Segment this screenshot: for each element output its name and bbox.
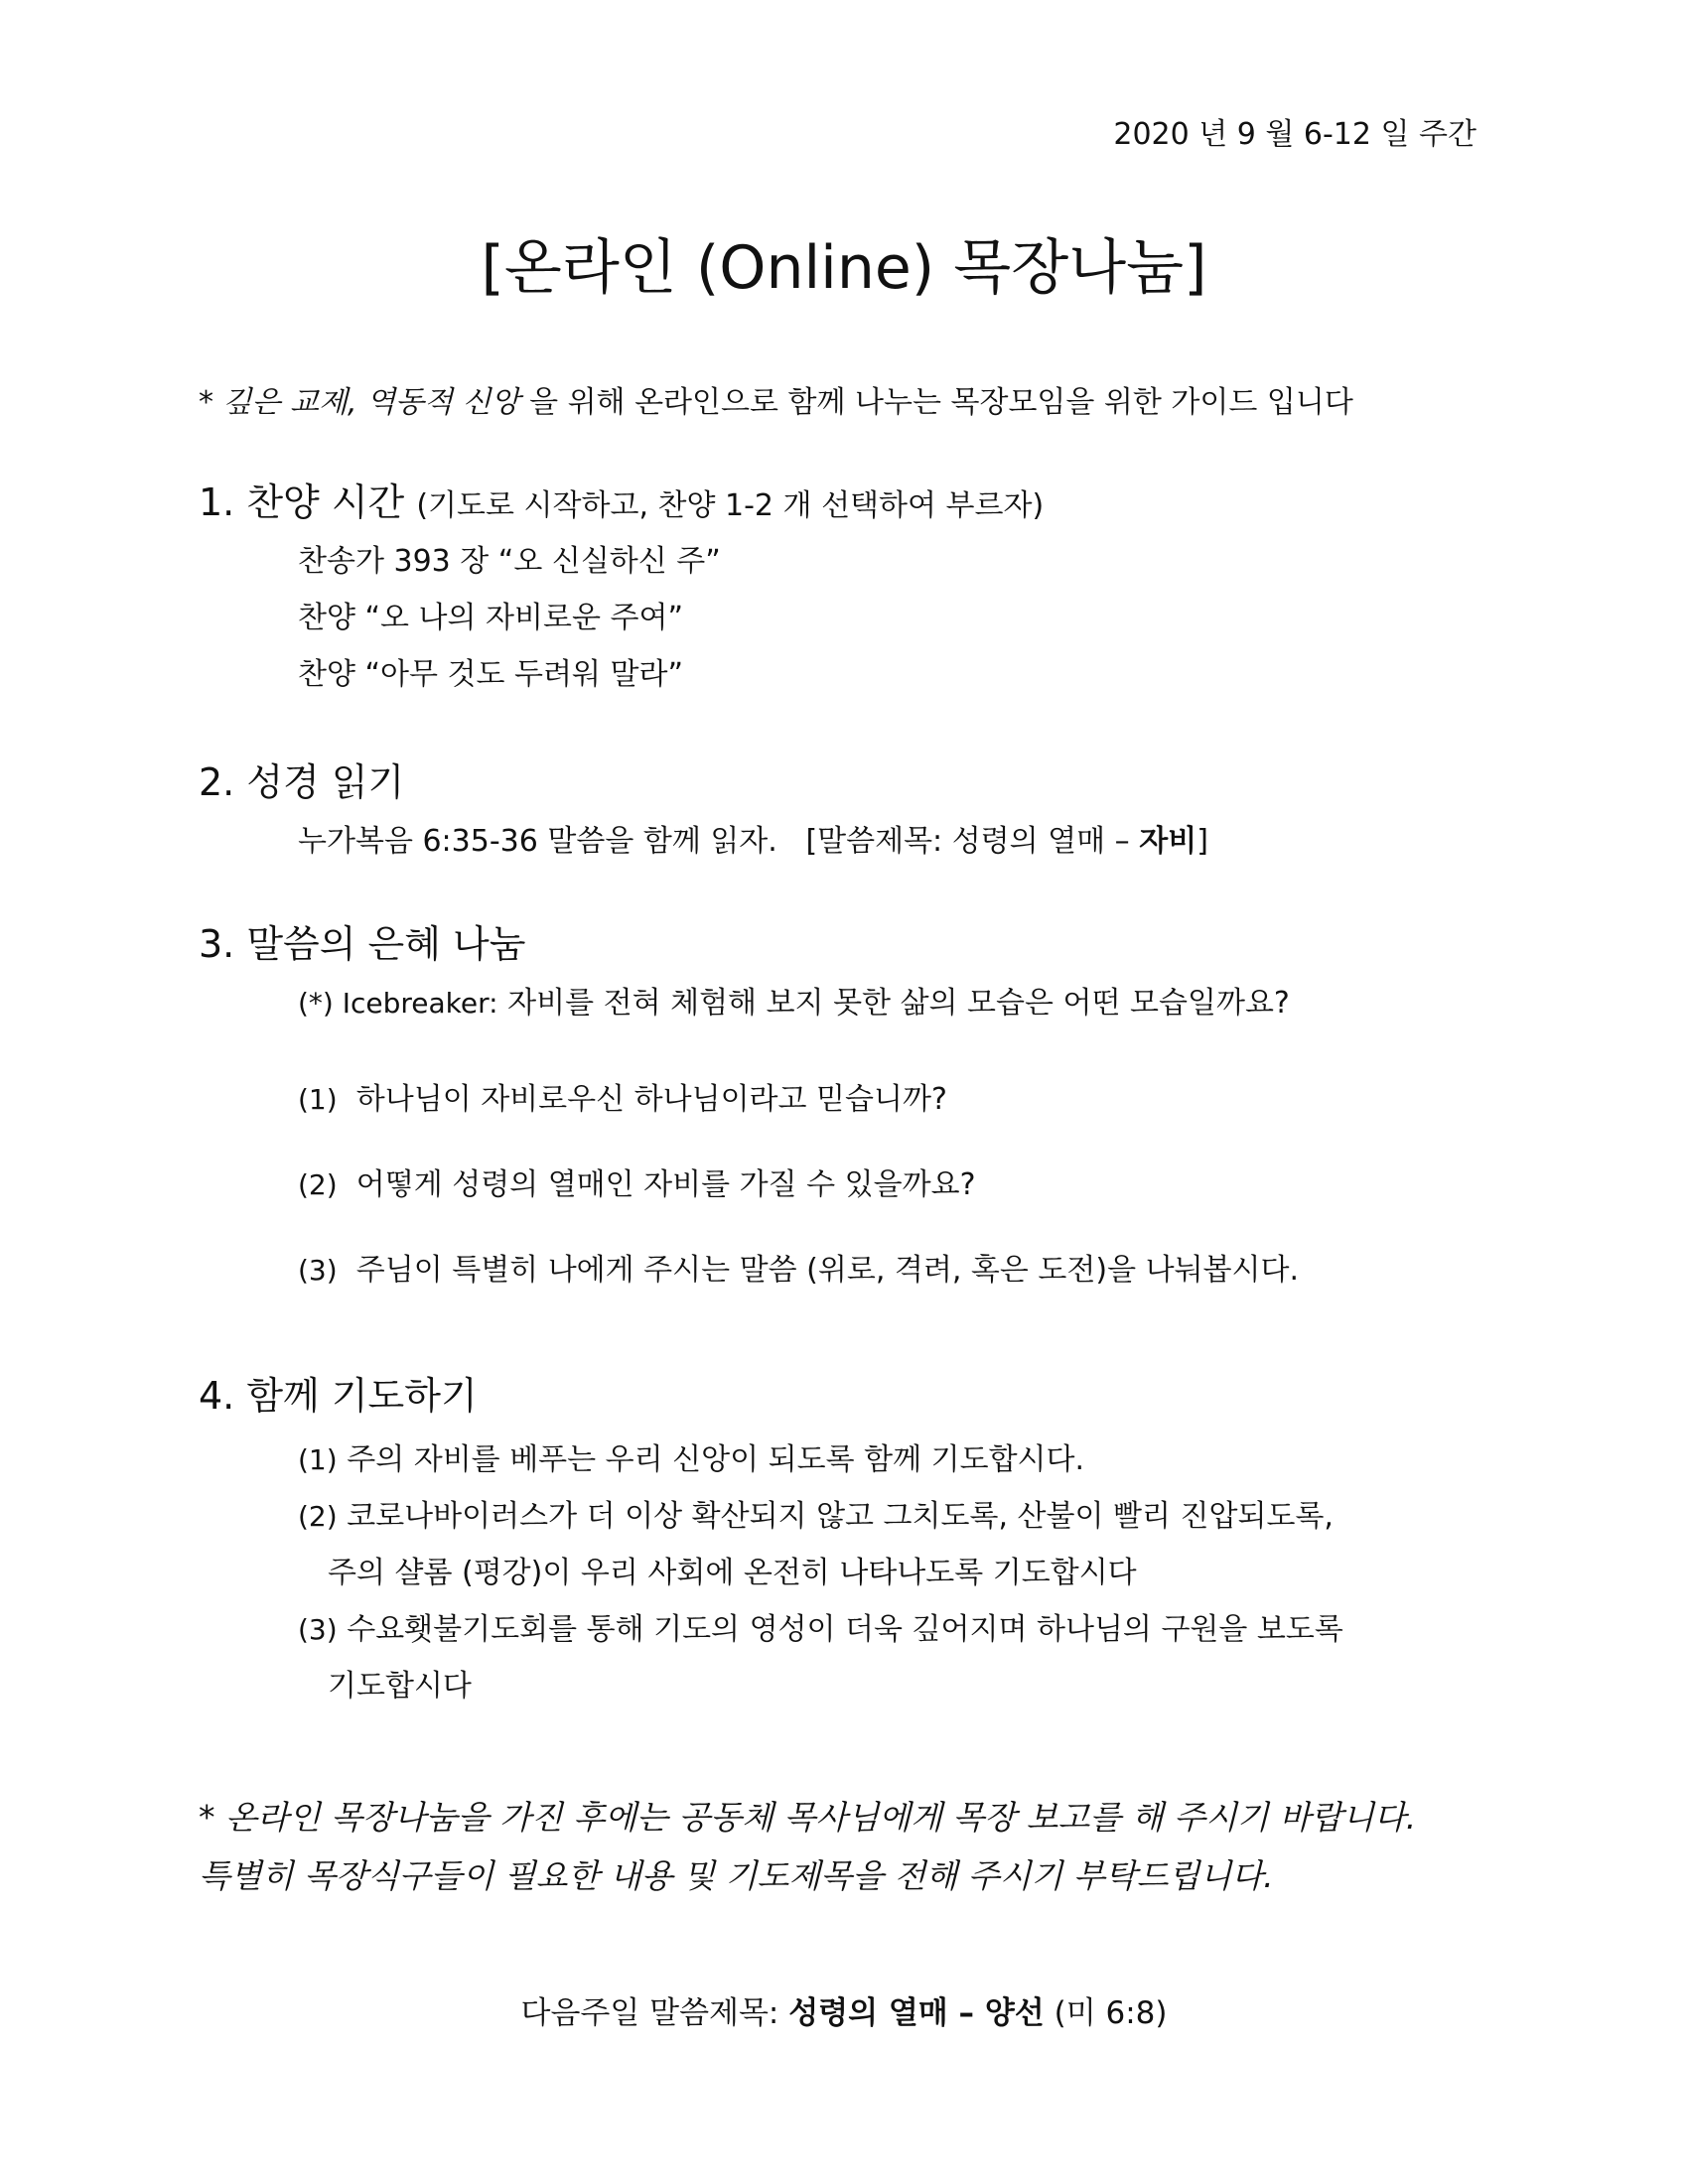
icebreaker-line bbox=[298, 978, 1290, 1022]
question-item bbox=[298, 1160, 976, 1203]
question-number: (1) bbox=[298, 1083, 338, 1116]
question-text: 어떻게 성령의 열매인 자비를 가질 수 있을까요? bbox=[355, 1167, 976, 1202]
next-week-title: 성령의 열매 – 양선 bbox=[788, 1995, 1045, 2031]
song-item: 찬양 “오 나의 자비로운 주여” bbox=[298, 601, 684, 635]
section1-note: (기도로 시작하고, 찬양 1-2 개 선택하여 부르자) bbox=[416, 488, 1045, 523]
sermon-title-bold: 자비 bbox=[1139, 824, 1197, 859]
song-item: 찬양 “아무 것도 두려워 말라” bbox=[298, 657, 684, 692]
intro-line bbox=[199, 377, 1353, 421]
prayer-continuation: 기도합시다 bbox=[328, 1669, 472, 1704]
prayer-number: (3) bbox=[298, 1613, 338, 1646]
section1-title: 1. 찬양 시간 bbox=[199, 480, 405, 524]
footer-note-line2: 특별히 목장식구들이 필요한 내용 및 기도제목을 전해 주시기 부탁드립니다. bbox=[199, 1856, 1274, 1895]
prayer-text: 코로나바이러스가 더 이상 확산되지 않고 그치도록, 산불이 빨리 진압되도록, bbox=[347, 1499, 1334, 1534]
prayer-text: 수요횃불기도회를 통해 기도의 영성이 더욱 깊어지며 하나님의 구원을 보도록 bbox=[347, 1612, 1343, 1647]
song-item: 찬송가 393 장 “오 신실하신 주” bbox=[298, 544, 721, 579]
page-title: [온라인 (Online) 목장나눔] bbox=[481, 233, 1207, 303]
icebreaker-text: 자비를 전혀 체험해 보지 못한 삶의 모습은 어떤 모습일까요? bbox=[507, 986, 1290, 1021]
question-number: (2) bbox=[298, 1168, 338, 1201]
date-range: 2020 년 9 월 6-12 일 주간 bbox=[1113, 117, 1477, 152]
prayer-item bbox=[298, 1491, 1334, 1535]
reading-line bbox=[298, 816, 1208, 860]
question-text: 하나님이 자비로우신 하나님이라고 믿습니까? bbox=[355, 1082, 947, 1117]
sermon-title-prefix: [말씀제목: 성령의 열매 – bbox=[805, 824, 1130, 859]
next-week-reference: (미 6:8) bbox=[1054, 1995, 1168, 2031]
prayer-number: (2) bbox=[298, 1500, 338, 1533]
prayer-number: (1) bbox=[298, 1443, 338, 1476]
question-text: 주님이 특별히 나에게 주시는 말씀 (위로, 격려, 혹은 도전)을 나눠봅시다. bbox=[355, 1253, 1300, 1288]
next-week-line bbox=[0, 1987, 1688, 2032]
section2-heading: 2. 성경 읽기 bbox=[199, 760, 405, 804]
question-number: (3) bbox=[298, 1254, 338, 1287]
intro-emphasis: 깊은 교제, 역동적 신앙 bbox=[222, 385, 520, 420]
icebreaker-label: (*) Icebreaker: bbox=[298, 987, 498, 1020]
section1-heading bbox=[199, 472, 1044, 526]
intro-star: * bbox=[199, 385, 213, 420]
prayer-item bbox=[298, 1604, 1343, 1648]
section3-heading: 3. 말씀의 은혜 나눔 bbox=[199, 922, 526, 966]
sermon-title-suffix: ] bbox=[1196, 824, 1208, 859]
reading-text: 누가복음 6:35-36 말씀을 함께 읽자. bbox=[298, 824, 777, 859]
section4-heading: 4. 함께 기도하기 bbox=[199, 1374, 478, 1418]
prayer-continuation: 주의 샬롬 (평강)이 우리 사회에 온전히 나타나도록 기도합시다 bbox=[328, 1556, 1137, 1590]
question-item bbox=[298, 1245, 1299, 1289]
intro-text: 을 위해 온라인으로 함께 나누는 목장모임을 위한 가이드 입니다 bbox=[529, 385, 1353, 420]
prayer-text: 주의 자비를 베푸는 우리 신앙이 되도록 함께 기도합시다. bbox=[347, 1442, 1085, 1477]
question-item bbox=[298, 1074, 947, 1118]
prayer-item bbox=[298, 1434, 1084, 1478]
footer-note-line1: * 온라인 목장나눔을 가진 후에는 공동체 목사님에게 목장 보고를 해 주시기 바랍니다. bbox=[199, 1798, 1417, 1837]
next-week-label: 다음주일 말씀제목: bbox=[520, 1995, 779, 2031]
